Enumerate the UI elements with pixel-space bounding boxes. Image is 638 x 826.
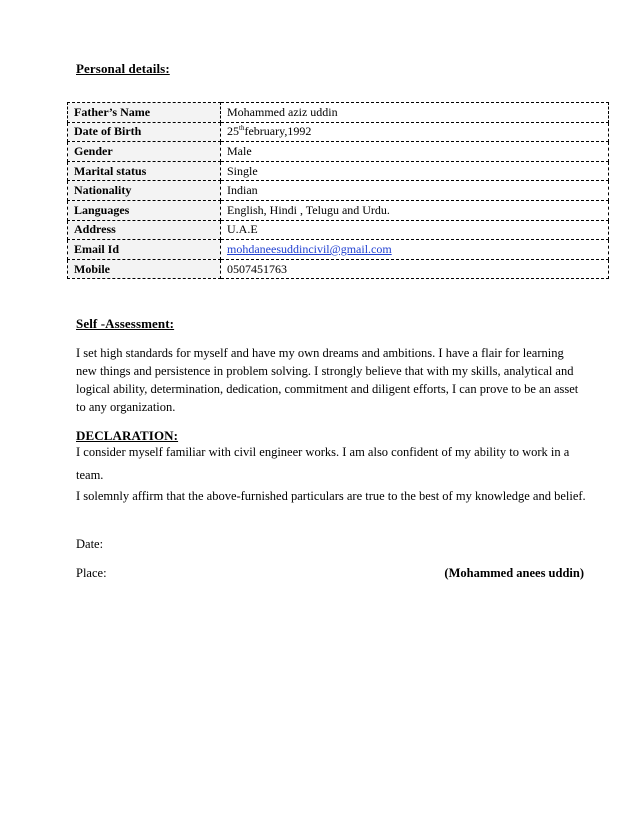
declaration-line-1: I consider myself familiar with civil engineer works. I am also confident of my ability to work in a <box>76 445 570 459</box>
table-row <box>68 220 609 240</box>
self-assessment-text <box>76 344 596 416</box>
table-row <box>68 161 609 181</box>
nationality-label: Nationality <box>68 181 221 201</box>
declaration-heading: DECLARATION: <box>76 428 179 443</box>
marital-status-value: Single <box>221 161 609 181</box>
table-row <box>68 259 609 279</box>
paragraph-line: I set high standards for myself and have my own dreams and ambitions. I have a flair for learning <box>76 346 564 360</box>
paragraph-line: new things and persistence in problem solving. I strongly believe that with my skills, analytical and <box>76 364 574 378</box>
marital-status-label: Marital status <box>68 161 221 181</box>
address-value: U.A.E <box>221 220 609 240</box>
mobile-label: Mobile <box>68 259 221 279</box>
declaration-line-2: team. <box>76 468 104 482</box>
address-label: Address <box>68 220 221 240</box>
place-label: Place: <box>76 566 107 580</box>
email-link[interactable]: mohdaneesuddincivil@gmail.com <box>227 241 392 256</box>
declaration-line-3: I solemnly affirm that the above-furnished particulars are true to the best of my knowledge and belief. <box>76 489 586 503</box>
table-row <box>68 200 609 220</box>
table-row <box>68 122 609 142</box>
fathers-name-label: Father’s Name <box>68 103 221 123</box>
dob-suffix: th <box>239 124 245 133</box>
date-of-birth-label: Date of Birth <box>68 122 221 142</box>
dob-rest: february,1992 <box>244 124 312 139</box>
signature-name: (Mohammed anees uddin) <box>444 566 584 580</box>
date-label: Date: <box>76 537 104 551</box>
languages-value: English, Hindi , Telugu and Urdu. <box>221 200 609 220</box>
nationality-value: Indian <box>221 181 609 201</box>
table-row <box>68 181 609 201</box>
languages-label: Languages <box>68 200 221 220</box>
email-label: Email Id <box>68 240 221 260</box>
email-value <box>221 240 609 260</box>
gender-value: Male <box>221 142 609 162</box>
personal-details-heading: Personal details: <box>76 61 170 76</box>
table-row <box>68 103 609 123</box>
gender-label: Gender <box>68 142 221 162</box>
self-assessment-heading: Self -Assessment: <box>76 316 175 331</box>
personal-details-table <box>67 102 609 279</box>
dob-day: 25 <box>227 124 239 139</box>
date-of-birth-value <box>221 122 609 142</box>
paragraph-line: to any organization. <box>76 400 176 414</box>
fathers-name-value: Mohammed aziz uddin <box>221 103 609 123</box>
mobile-value: 0507451763 <box>221 259 609 279</box>
paragraph-line: logical ability, determination, dedication, commitment and diligent efforts, I can prove to be an asset <box>76 382 579 396</box>
table-row <box>68 240 609 260</box>
table-row <box>68 142 609 162</box>
